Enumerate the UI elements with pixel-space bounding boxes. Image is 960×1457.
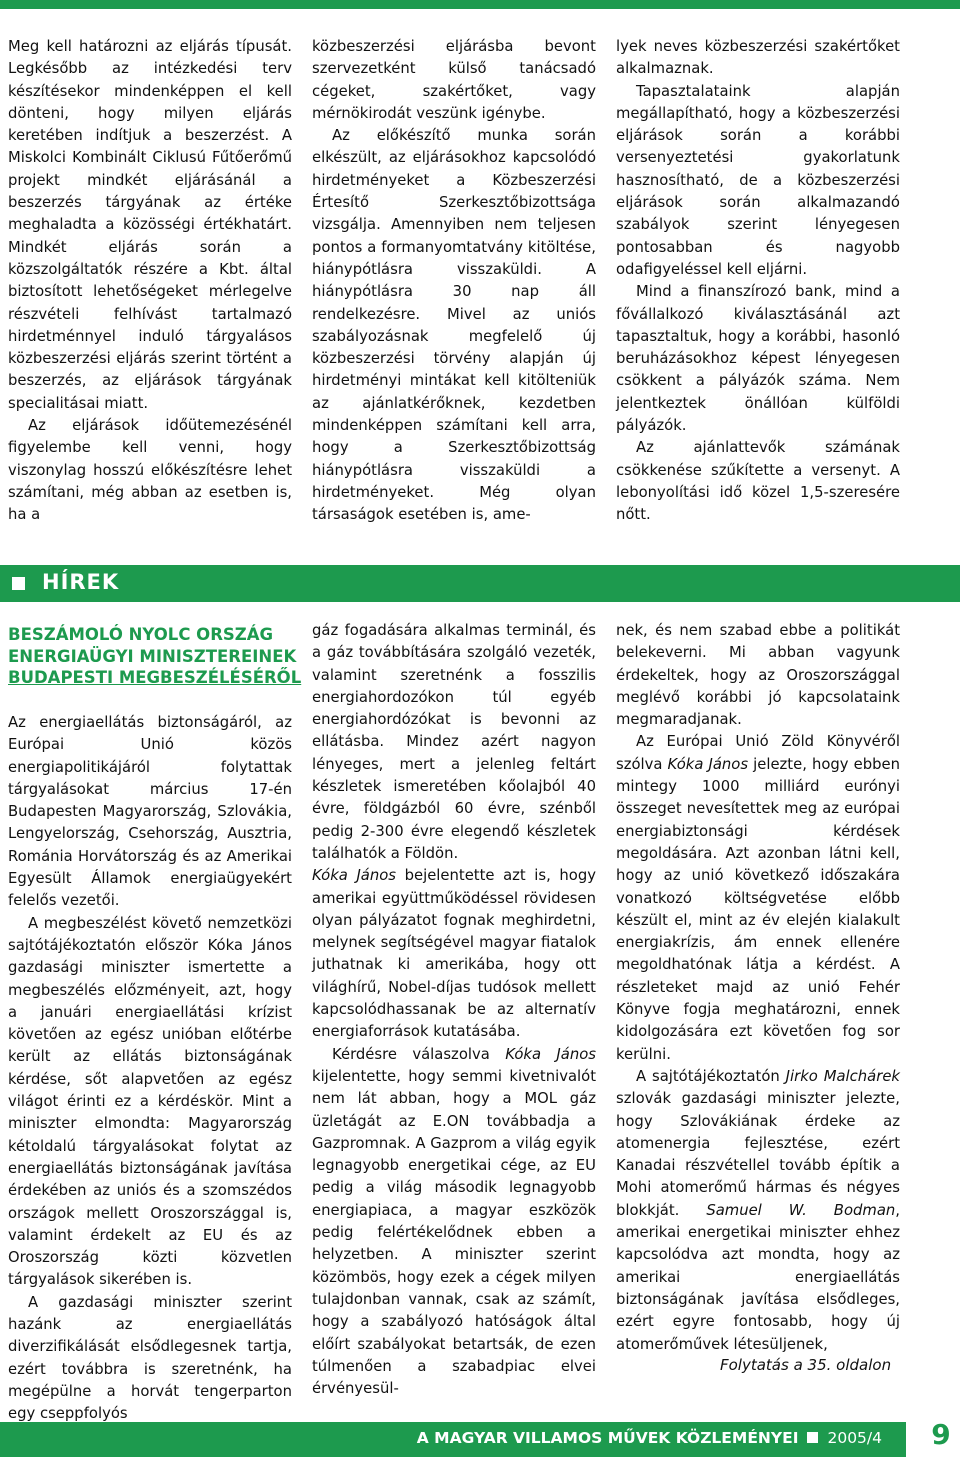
paragraph: Tapasztalataink alapján megállapítható, hogy a közbeszerzési eljárások során a korábbi versenyeztetési gyakorlatunk hasznosítható, de a közbeszerzési eljárások során alkalmazandó szabályok szerint lényegesen pontosabban és nagyobb odafigyeléssel kell eljárni. [616, 82, 900, 278]
paragraph: A gazdasági miniszter szerint hazánk az energiaellátás diverzifikálását elsődlegesnek tartja, ezért továbbra is szeretnénk, ha megépülne a horvát tengerparton egy cseppfolyós [8, 1293, 292, 1423]
column-2 [312, 36, 596, 527]
footer-text [417, 1429, 882, 1447]
paragraph: Az energiaellátás biztonságáról, az Európai Unió közös energiapolitikájáról folytattak tárgyalásokat március 17-én Budapesten Magyarország, Szlovákia, Lengyelország, Csehország, Ausztria, Románia Horvátország és az Amerikai Egyesült Államok energiaügyekért felelős vezetői. [8, 714, 292, 910]
continuation-note: Folytatás a 35. oldalon [720, 1356, 892, 1374]
paragraph [616, 731, 900, 1065]
page-number: 9 [931, 1418, 951, 1451]
section-title: HÍREK [42, 570, 120, 594]
top-accent-bar [0, 0, 960, 9]
article-headline [8, 624, 302, 689]
paragraph: Meg kell határozni az eljárás típusát. Legkésőbb az intézkedési terv készítésekor mindenképpen el kell dönteni, hogy milyen eljárás keretében indítjuk a beszerzést. A Miskolci Kombinált Ciklusú Fűtőerőmű projekt mindkét eljárásánál a beszerzés tárgyának az értéke meghaladta a közösségi értékhatárt. Mindkét eljárás során a közszolgáltatók részére a Kbt. által biztosított lehetőségeket mérlegelve részvételi felhívást tartalmazó hirdetménnyel induló tárgyalásos közbeszerzési eljárás szerint történt a beszerzés, az eljárások tárgyának specialitásai miatt. [8, 38, 292, 412]
paragraph: Az eljárások időütemezésénél figyelembe kell venni, hogy viszonylag hosszú előkészítésre lehet számítani, még abban az esetben is, ha a [8, 417, 292, 524]
column-3 [616, 36, 900, 527]
paragraph: A megbeszélést követő nemzetközi sajtótájékoztatón először Kóka János gazdasági miniszter ismertette a megbeszélés előzményeit, azt, hogy a januári energiaellátási krízist követően az egész unióban előtérbe került az ellátás biztonságának kérdése, sőt alapvetően az egész világot érinti ez a kérdéskör. Mint a miniszter elmondta: Magyarország kétoldalú tárgyalásokat folytat az energiaellátás biztonságának javítása érdekében az uniós és a szomszédos országok mellett Oroszországgal is, valamint érdekelt az EU és az Oroszország közti közvetlen tárgyalások sikerében is. [8, 914, 292, 1289]
paragraph [312, 865, 596, 1043]
paragraph: Mind a finanszírozó bank, mind a fővállalkozó kiválasztásánál azt tapasztaltuk, hogy a korábbi, hasonló beruházásokhoz képest lényegesen csökkent a pályázók száma. Nem jelentkeztek önállóan külföldi pályázók. [616, 283, 900, 435]
square-bullet-icon [807, 1432, 818, 1443]
text-run: , amerikai energetikai miniszter ehhez kapcsolódva azt mondta, hogy az amerikai energiaellátás biztonságának javítása elsődleges, ezért egyre fontosabb, hogy új atomerőművek létesüljenek, [616, 1201, 900, 1353]
headline-line: BESZÁMOLÓ NYOLC ORSZÁG [8, 625, 274, 644]
person-name: Samuel W. Bodman [706, 1201, 896, 1219]
paragraph [616, 1066, 900, 1356]
text-run: Kérdésre válaszolva [332, 1045, 506, 1063]
issue-number: 2005/4 [827, 1429, 882, 1447]
article-column-1 [8, 712, 292, 1426]
person-name: Kóka János [505, 1045, 596, 1063]
footer-bar [0, 1422, 906, 1457]
paragraph: közbeszerzési eljárásba bevont szervezetként külső tanácsadó cégeket, szakértőket, vagy mérnökirodát veszünk igénybe. [312, 38, 596, 122]
text-run: jelezte, hogy ebben mintegy 1000 milliárd eurónyi összeget nevesítettek meg az európai energiabiztonsági kérdések megoldására. Azt azonban látni kell, hogy az unió következő időszakára vonatkozó költségvetése előbb készült el, mint az év elején kialakult energiakrízis, ám ennek ellenére megoldhatónak látja a kérdést. A részleteket majd az unió Fehér Könyve fogja meghatározni, ennek kidolgozására ezt követően fog sor kerülni. [616, 755, 901, 1063]
person-name: Jirko Malchárek [785, 1067, 900, 1085]
text-run: A sajtótájékoztatón [636, 1067, 786, 1085]
article-column-2 [312, 620, 596, 1400]
article-column-3 [616, 620, 900, 1356]
person-name: Kóka János [667, 755, 749, 773]
journal-title: A MAGYAR VILLAMOS MŰVEK KÖZLEMÉNYEI [416, 1429, 799, 1447]
column-1 [8, 36, 292, 527]
text-run: bejelentette azt is, hogy amerikai együttműködéssel rövidesen olyan pályázatot fognak meghirdetni, melynek segítségével magyar fiatalok juthatnak ki amerikába, hogy ott világhírű, Nobel-díjas tudósok mellett kapcsolódhassanak be az alternatív energiaforrások kutatásába. [312, 867, 596, 1041]
paragraph: lyek neves közbeszerzési szakértőket alkalmaznak. [616, 38, 900, 78]
news-section-bar [0, 565, 960, 602]
paragraph: Az előkészítő munka során elkészült, az eljárásokhoz kapcsolódó hirdetményeket a Közbeszerzési Értesítő Szerkesztőbizottsága vizsgálja. Amennyiben nem teljesen pontos a formanyomtatvány kitöltése, hiánypótlásra visszaküldi. A hiánypótlásra 30 nap áll rendelkezésre. Mivel az uniós szabályozásnak megfelelő új közbeszerzési törvény alapján új hirdetményi mintákat kell kitölteniük az ajánlatkérőknek, kezdetben mindenképpen számítani kell arra, hogy a Szerkesztőbizottság hiánypótlásra visszaküldi a hirdetményeket. Még olyan társaságok esetében is, ame- [312, 127, 596, 524]
text-run: Az Európai Unió Zöld Könyvéről szólva [616, 733, 900, 773]
paragraph: gáz fogadására alkalmas terminál, és a gáz továbbítására szolgáló vezeték, valamint szeretnénk a fosszilis energiahordozókon túl egyéb energiahordózókat is bevonni az ellátásba. Mindez azért nagyon lényeges, mert a jelenleg feltárt készletek ismeretében kőolajból 40 évre, földgázból 60 évre, szénből pedig 2-300 évre elegendő készletek találhatók a Földön. [312, 622, 596, 862]
headline-line: ENERGIAÜGYI MINISZTEREINEK [8, 646, 297, 666]
text-run: szlovák gazdasági miniszter jelezte, hogy Szlovákiának érdeke az atomenergia fejlesztése, ezért Kanadai részvétellel tovább építik a Mohi atomerőmű hármas és négyes blokkját. [616, 1090, 900, 1219]
person-name: Kóka János [312, 867, 397, 885]
square-bullet-icon [12, 577, 25, 590]
paragraph [312, 1044, 596, 1401]
headline-line: BUDAPESTI MEGBESZÉLÉSÉRŐL [8, 668, 302, 687]
paragraph: Az ajánlattevők számának csökkenése szűkítette a versenyt. A lebonyolítási idő közel 1,5-szeresére nőtt. [616, 439, 900, 524]
text-run: kijelentette, hogy semmi kivetnivalót nem lát abban, hogy a MOL gáz üzletágát az E.ON továbbadja a Gazpromnak. A Gazprom a világ egyik legnagyobb energetikai cége, az EU pedig a világ második legnagyobb energiapiaca, a magyar eszközök pedig felértékelődnek ebben a helyzetben. A miniszter szerint közömbös, hogy ezek a cégek milyen tulajdonban vannak, csak az számít, hogy a szabályozó hatóságok által előírt szabályokat betartsák, de ezen túlmenően a szabadpiac elvei érvényesül- [312, 1067, 596, 1398]
paragraph: nek, és nem szabad ebbe a politikát belekeverni. Mi abban vagyunk érdekeltek, hogy az Oroszországgal meglévő korábbi jó kapcsolataink megmaradjanak. [616, 622, 900, 729]
